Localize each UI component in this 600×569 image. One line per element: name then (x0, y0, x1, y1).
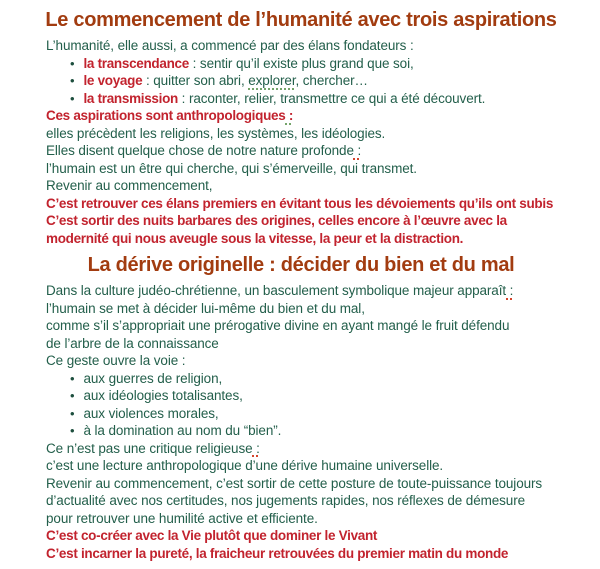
text-line (46, 195, 588, 213)
text-span: c’est une lecture anthropologique d’une dérive humaine universelle. (46, 458, 444, 473)
bullet-icon: • (70, 405, 75, 421)
text-line (46, 142, 588, 160)
text-span: : sentir qu’il existe plus grand que soi, (188, 55, 414, 71)
bullet-icon: • (70, 55, 75, 71)
bullet-item (46, 72, 588, 90)
bullet-icon: • (70, 423, 75, 438)
text-line (46, 440, 588, 458)
text-span: aux violences morales, (83, 405, 219, 421)
text-line (46, 352, 588, 370)
text-span: Ce n’est pas une critique religieuse (46, 440, 253, 456)
text-span: explorer (248, 73, 296, 88)
text-span: : quitter son abri, (142, 73, 249, 88)
emphasis-text: la transcendance (83, 55, 189, 71)
document-section (46, 253, 588, 562)
text-line (46, 475, 588, 493)
text-line (46, 335, 588, 353)
emphasis-text: C’est sortir des nuits barbares des origines, celles encore à l’œuvre avec la (46, 213, 507, 228)
bullet-item (46, 405, 588, 423)
text-span: aux idéologies totalisantes, (83, 388, 243, 403)
bullet-icon: • (70, 388, 75, 403)
text-line (46, 125, 588, 143)
text-span: comme s’il s’appropriait une prérogative divine en ayant mangé le fruit défendu (46, 318, 510, 333)
text-line (46, 545, 588, 563)
text-line (46, 160, 588, 178)
bullet-icon: • (70, 370, 75, 386)
text-line (46, 457, 588, 475)
emphasis-text: : (285, 108, 294, 123)
text-span: de l’arbre de la connaissance (46, 335, 219, 351)
bullet-icon: • (70, 90, 75, 106)
text-span: Ce geste ouvre la voie : (46, 353, 186, 368)
emphasis-text: C’est incarner la pureté, la fraicheur retrouvées du premier matin du monde (46, 545, 509, 561)
bullet-item (46, 370, 588, 388)
text-line (46, 282, 588, 300)
text-span: l’humain est un être qui cherche, qui s’émerveille, qui transmet. (46, 160, 417, 176)
text-span: à la domination au nom du “bien”. (83, 423, 282, 438)
text-span: Revenir au commencement, (46, 178, 213, 193)
section-title: La dérive originelle : décider du bien et du mal (87, 254, 515, 276)
text-span: Elles disent quelque chose de notre nature profonde (46, 143, 354, 158)
bullet-icon: • (70, 73, 75, 88)
document-section (46, 8, 588, 247)
emphasis-text: C’est retrouver ces élans premiers en évitant tous les dévoiements qu’ils ont subis (46, 195, 554, 211)
text-span: pour retrouver une humilité active et efficiente. (46, 510, 318, 526)
text-line (46, 317, 588, 335)
text-span: : (252, 440, 260, 456)
text-line (46, 492, 588, 510)
bullet-item (46, 55, 588, 73)
emphasis-text: le voyage (83, 73, 143, 88)
emphasis-text: Ces aspirations sont anthropologiques (46, 108, 286, 123)
text-span: aux guerres de religion, (83, 370, 223, 386)
text-line (46, 177, 588, 195)
text-span: l’humain se met à décider lui-même du bien et du mal, (46, 300, 365, 316)
text-line (46, 300, 588, 318)
bullet-item (46, 387, 588, 405)
bullet-item (46, 422, 588, 440)
emphasis-text: modernité qui nous aveugle sous la vitesse, la peur et la distraction. (46, 230, 464, 246)
text-span: , chercher… (295, 73, 368, 88)
text-line (46, 212, 588, 230)
emphasis-text: la transmission (83, 90, 178, 106)
text-span: Revenir au commencement, c’est sortir de cette posture de toute-puissance toujours (46, 475, 543, 491)
text-line (46, 37, 588, 55)
text-line (46, 230, 588, 248)
bullet-item (46, 90, 588, 108)
text-span: Dans la culture judéo-chrétienne, un basculement symbolique majeur apparaît (46, 283, 507, 298)
text-span: : (353, 143, 362, 158)
emphasis-text: C’est co-créer avec la Vie plutôt que dominer le Vivant (46, 528, 378, 543)
text-span: : (506, 283, 514, 298)
text-span: : raconter, relier, transmettre ce qui a été découvert. (178, 90, 486, 106)
text-span: elles précèdent les religions, les systèmes, les idéologies. (46, 125, 386, 141)
text-line (46, 527, 588, 545)
text-span: d’actualité avec nos certitudes, nos jugements rapides, nos réflexes de démesure (46, 493, 526, 508)
text-line (46, 510, 588, 528)
text-line (46, 107, 588, 125)
section-title: Le commencement de l’humanité avec trois aspirations (45, 9, 557, 31)
text-span: L’humanité, elle aussi, a commencé par des élans fondateurs : (46, 38, 414, 53)
